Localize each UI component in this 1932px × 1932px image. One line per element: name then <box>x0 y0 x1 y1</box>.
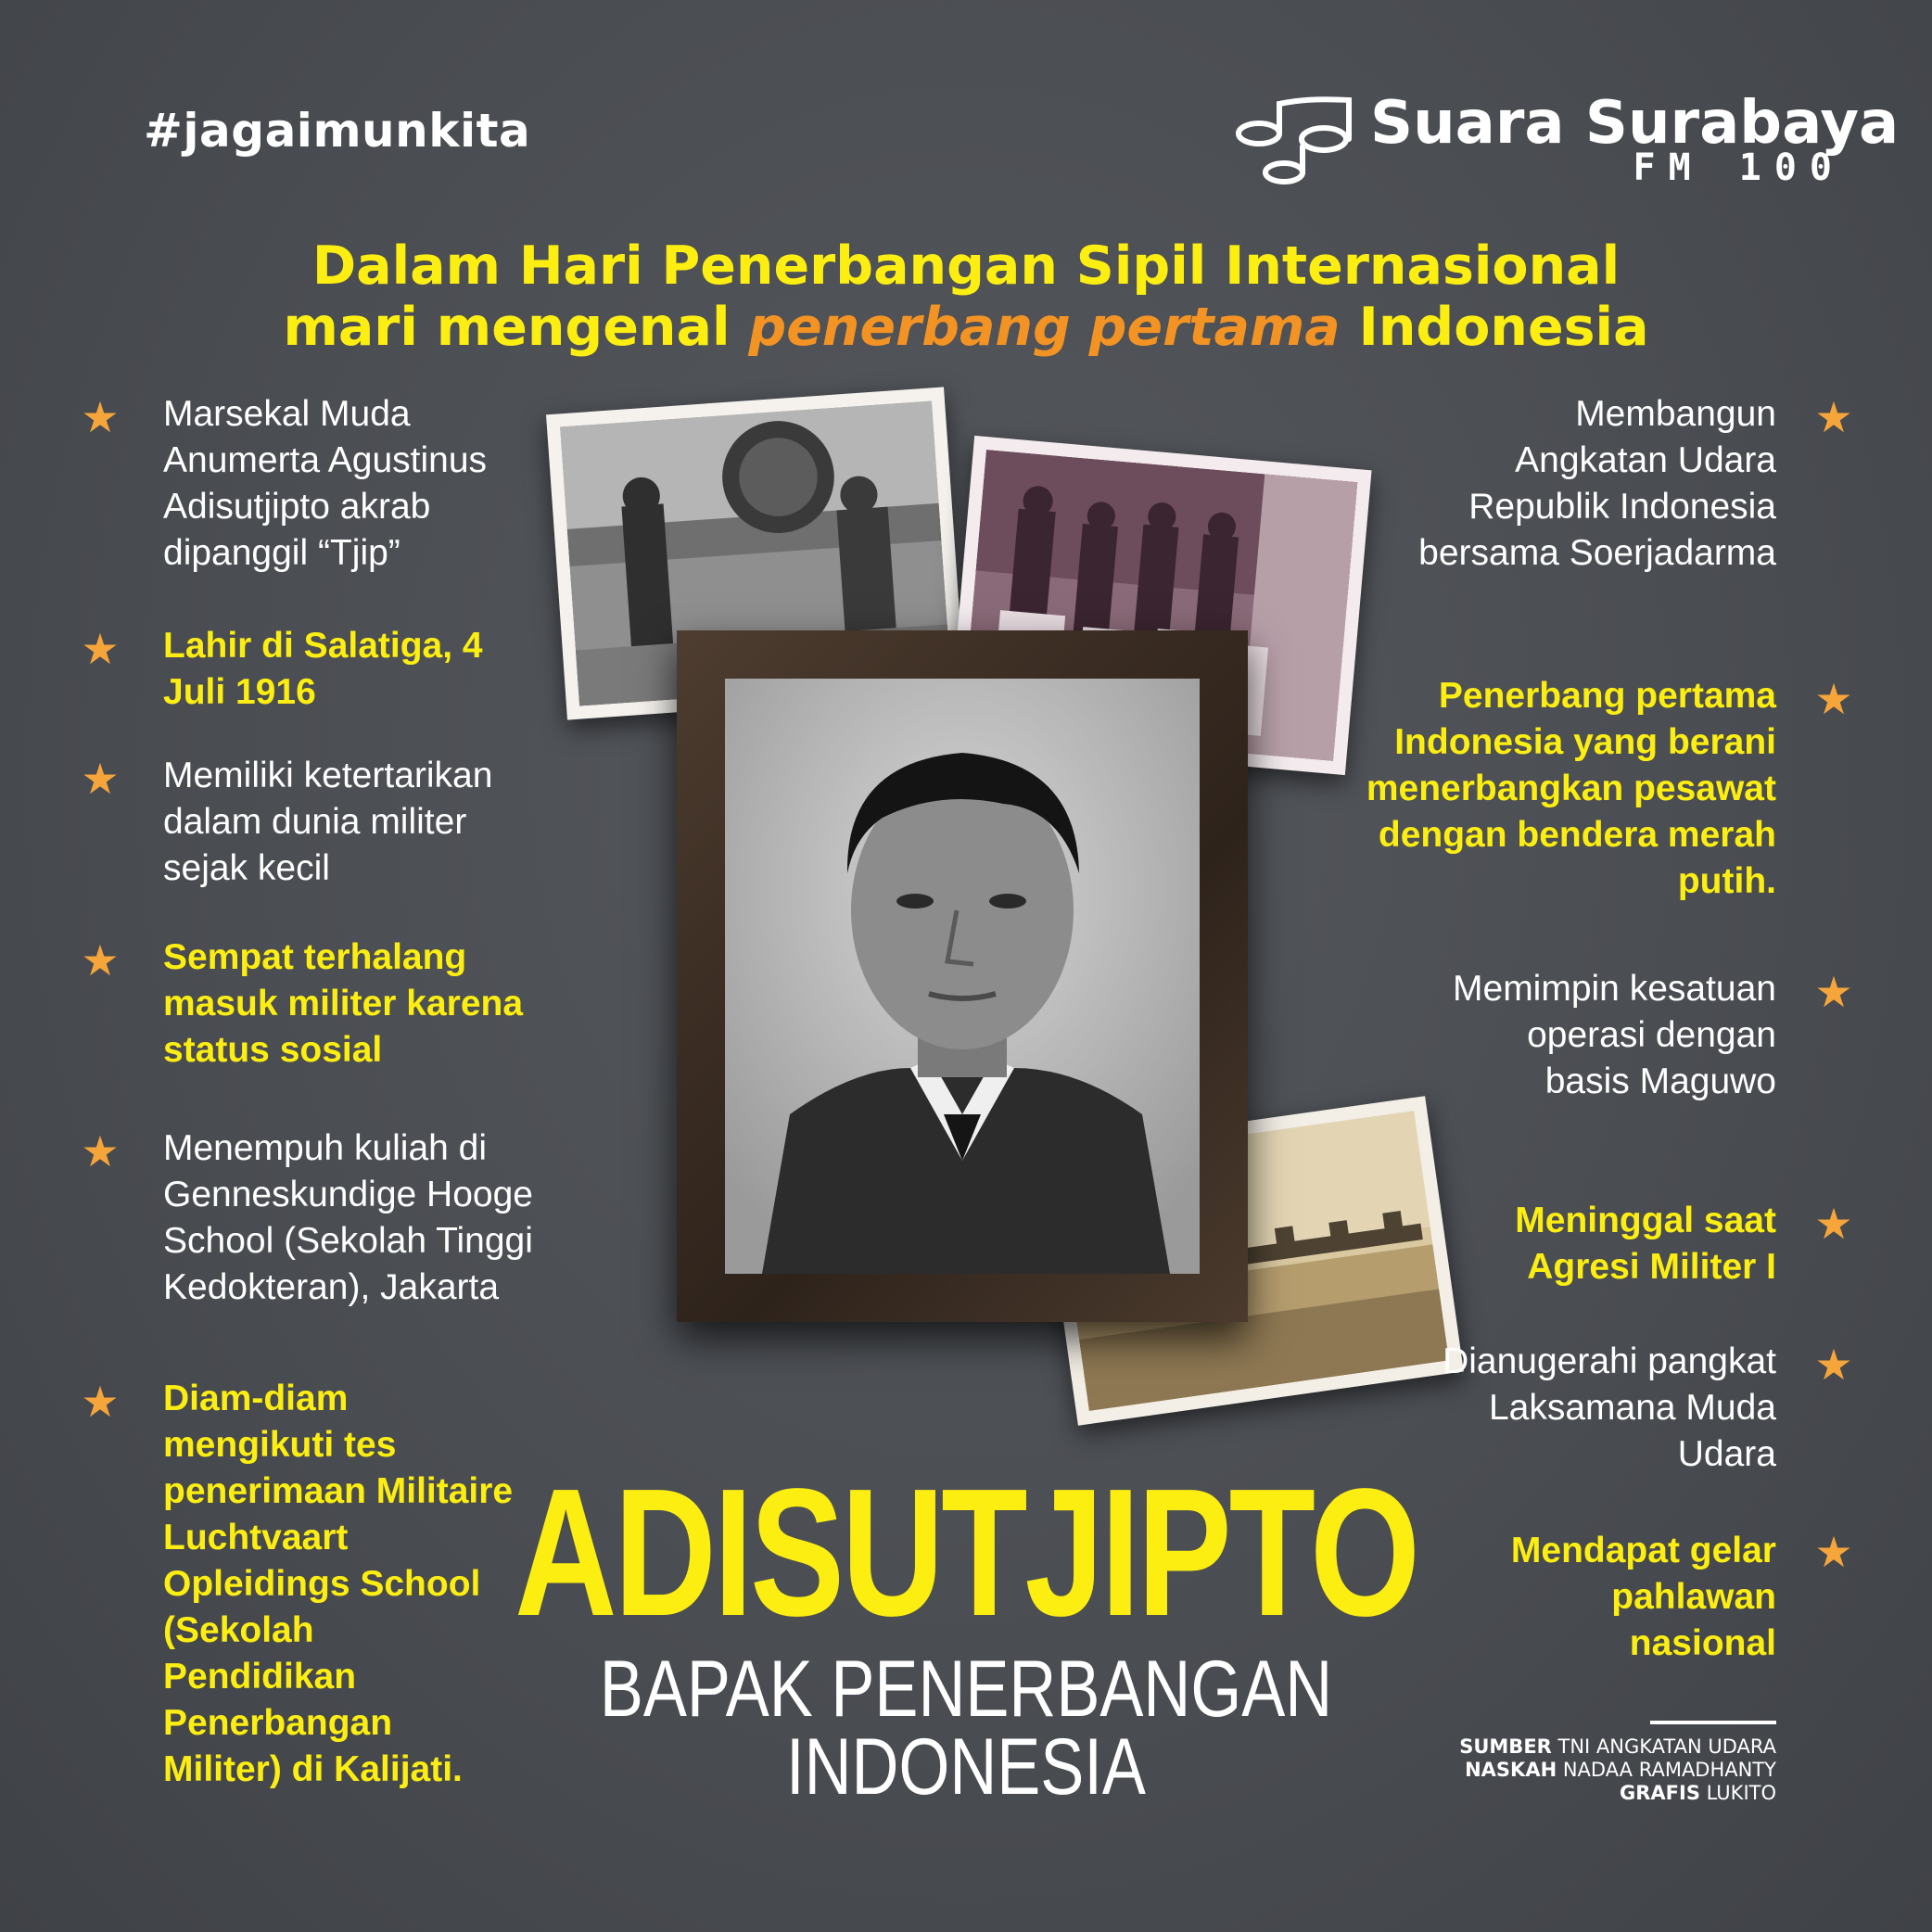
star-icon: ★ <box>81 935 120 985</box>
fact-left-2: Lahir di Salatiga, 4 Juli 1916 <box>163 626 483 712</box>
star-icon: ★ <box>1814 1527 1853 1577</box>
fact-right-2: Penerbang pertama Indonesia yang berani menerbangkan pesawat dengan bendera merah putih. <box>1366 676 1776 901</box>
fact-right-4: Meninggal saat Agresi Militer I <box>1515 1201 1776 1287</box>
brand-name: Suara Surabaya <box>1370 89 1900 158</box>
main-title: ADISUTJIPTO <box>515 1451 1417 1654</box>
headline-emphasis: penerbang pertama <box>748 297 1341 358</box>
subtitle-line-2: INDONESIA <box>786 1722 1146 1811</box>
star-icon: ★ <box>1814 967 1853 1017</box>
fact-left-6: Diam-diam mengikuti tes penerimaan Militaire Luchtvaart Opleidings School (Sekolah Pendidikan Penerbangan Militer) di Kalijati. <box>163 1379 514 1789</box>
star-icon: ★ <box>1814 392 1853 442</box>
star-icon: ★ <box>81 754 120 804</box>
star-icon: ★ <box>1814 674 1853 724</box>
fact-left-5: Menempuh kuliah di Genneskundige Hooge School (Sekolah Tinggi Kedokteran), Jakarta <box>163 1128 533 1307</box>
star-icon: ★ <box>81 1377 120 1427</box>
brand-logo <box>1233 89 1900 191</box>
credits-divider <box>1650 1721 1776 1724</box>
star-icon: ★ <box>1814 1199 1853 1249</box>
fact-left-4: Sempat terhalang masuk militer karena status sosial <box>163 937 524 1070</box>
headline <box>0 235 1932 358</box>
credit-graphics: GRAFIS LUKITO <box>1620 1782 1776 1804</box>
fact-right-3: Memimpin kesatuan operasi dengan basis Maguwo <box>1453 969 1776 1101</box>
star-icon: ★ <box>81 624 120 674</box>
star-icon: ★ <box>81 1126 120 1176</box>
fact-right-6: Mendapat gelar pahlawan nasional <box>1510 1531 1776 1663</box>
star-icon: ★ <box>1814 1340 1853 1390</box>
hashtag: #jagaimunkita <box>144 104 531 158</box>
star-icon: ★ <box>81 392 120 442</box>
brand-frequency: FM 100 <box>1633 146 1845 189</box>
subtitle-line-1: BAPAK PENERBANGAN <box>599 1645 1333 1734</box>
portrait-photo <box>725 679 1200 1274</box>
fact-right-1: Membangun Angkatan Udara Republik Indonesia bersama Soerjadarma <box>1418 394 1776 573</box>
portrait-frame <box>677 630 1248 1322</box>
credit-source: SUMBER TNI ANGKATAN UDARA <box>1459 1735 1776 1758</box>
fact-left-3: Memiliki ketertarikan dalam dunia militer sejak kecil <box>163 756 493 888</box>
headline-line-1: Dalam Hari Penerbangan Sipil Internasional <box>311 235 1621 297</box>
music-note-logo-icon <box>1233 96 1372 189</box>
fact-left-1: Marsekal Muda Anumerta Agustinus Adisutjipto akrab dipanggil “Tjip” <box>163 394 488 573</box>
credits <box>1459 1735 1776 1805</box>
credit-script: NASKAH NADAA RAMADHANTY <box>1465 1759 1776 1781</box>
fact-right-5: Dianugerahi pangkat Laksamana Muda Udara <box>1443 1341 1776 1474</box>
headline-line-2: mari mengenal penerbang pertama Indonesia <box>283 297 1649 358</box>
